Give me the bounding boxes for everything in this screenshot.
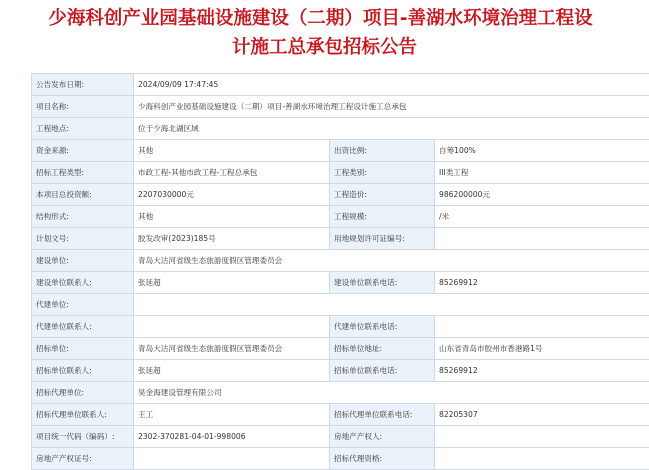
table-row xyxy=(32,448,649,470)
field-label: 工程地点: xyxy=(32,118,134,140)
field-value: 青岛大沽河省级生态旅游度假区管理委员会 xyxy=(134,338,330,360)
table-row xyxy=(32,162,649,184)
field-value: 85269912 xyxy=(435,272,649,294)
field-label: 本项目总投资额: xyxy=(32,184,134,206)
table-row xyxy=(32,382,649,404)
field-label: 代建单位联系电话: xyxy=(330,316,435,338)
field-value xyxy=(435,448,649,470)
field-value: 其他 xyxy=(134,206,330,228)
field-label: 结构形式: xyxy=(32,206,134,228)
field-value: 2207030000元 xyxy=(134,184,330,206)
field-value: 2024/09/09 17:47:45 xyxy=(134,74,649,96)
field-value: 市政工程-其他市政工程-工程总承包 xyxy=(134,162,330,184)
table-row xyxy=(32,184,649,206)
field-label: 招标单位: xyxy=(32,338,134,360)
title-line-2: 计施工总承包招标公告 xyxy=(231,37,417,58)
field-label: 项目统一代码（编码）: xyxy=(32,426,134,448)
field-value: /米 xyxy=(435,206,649,228)
field-label: 招标代理单位联系电话: xyxy=(330,404,435,426)
table-row xyxy=(32,228,649,250)
page-title xyxy=(0,4,649,62)
field-label: 建设单位联系电话: xyxy=(330,272,435,294)
field-label: 资金来源: xyxy=(32,140,134,162)
field-label: 招标单位联系人: xyxy=(32,360,134,382)
field-label: 房地产产权人: xyxy=(330,426,435,448)
table-row xyxy=(32,360,649,382)
table-row xyxy=(32,426,649,448)
field-value xyxy=(134,448,330,470)
field-value: 986200000元 xyxy=(435,184,649,206)
field-label: 招标代理资格: xyxy=(330,448,435,470)
field-value: 少海科创产业园基础设施建设（二期）项目-善湖水环境治理工程设计施工总承包 xyxy=(134,96,649,118)
field-label: 公告发布日期: xyxy=(32,74,134,96)
field-value: 85269912 xyxy=(435,360,649,382)
field-label: 招标单位地址: xyxy=(330,338,435,360)
field-label: 建设单位: xyxy=(32,250,134,272)
table-row xyxy=(32,404,649,426)
title-line-1: 少海科创产业园基础设施建设（二期）项目-善湖水环境治理工程设 xyxy=(48,8,593,29)
field-value: 昊金海建设管理有限公司 xyxy=(134,382,649,404)
field-label: 出资比例: xyxy=(330,140,435,162)
table-row xyxy=(32,206,649,228)
field-value: 位于少海北湖区域 xyxy=(134,118,649,140)
table-row xyxy=(32,294,649,316)
table-row xyxy=(32,96,649,118)
field-label: 工程类别: xyxy=(330,162,435,184)
field-label: 用地规划许可证编号: xyxy=(330,228,435,250)
field-value: 2302-370281-04-01-998006 xyxy=(134,426,330,448)
table-row xyxy=(32,316,649,338)
field-label: 代建单位联系人: xyxy=(32,316,134,338)
field-label: 招标代理单位: xyxy=(32,382,134,404)
field-label: 代建单位: xyxy=(32,294,134,316)
field-label: 招标代理单位联系人: xyxy=(32,404,134,426)
table-row xyxy=(32,338,649,360)
field-value: 王工 xyxy=(134,404,330,426)
field-value: III类工程 xyxy=(435,162,649,184)
field-value: 山东省青岛市胶州市香港路1号 xyxy=(435,338,649,360)
field-value: 张延超 xyxy=(134,360,330,382)
field-value: 82205307 xyxy=(435,404,649,426)
field-label: 工程规模: xyxy=(330,206,435,228)
field-value: 张延超 xyxy=(134,272,330,294)
field-value: 自筹100% xyxy=(435,140,649,162)
table-row xyxy=(32,118,649,140)
field-value xyxy=(134,316,330,338)
field-label: 计划文号: xyxy=(32,228,134,250)
table-row xyxy=(32,140,649,162)
table-row xyxy=(32,74,649,96)
field-label: 招标工程类型: xyxy=(32,162,134,184)
field-label: 项目名称: xyxy=(32,96,134,118)
table-row xyxy=(32,250,649,272)
field-value xyxy=(435,316,649,338)
field-value xyxy=(134,294,649,316)
field-value: 青岛大沽河省级生态旅游度假区管理委员会 xyxy=(134,250,649,272)
field-value xyxy=(435,228,649,250)
field-label: 招标单位联系电话: xyxy=(330,360,435,382)
field-label: 房地产产权证号: xyxy=(32,448,134,470)
field-value xyxy=(435,426,649,448)
field-value: 其他 xyxy=(134,140,330,162)
info-table xyxy=(31,73,649,470)
field-label: 工程造价: xyxy=(330,184,435,206)
field-label: 建设单位联系人: xyxy=(32,272,134,294)
table-row xyxy=(32,272,649,294)
field-value: 胶发改审(2023)185号 xyxy=(134,228,330,250)
